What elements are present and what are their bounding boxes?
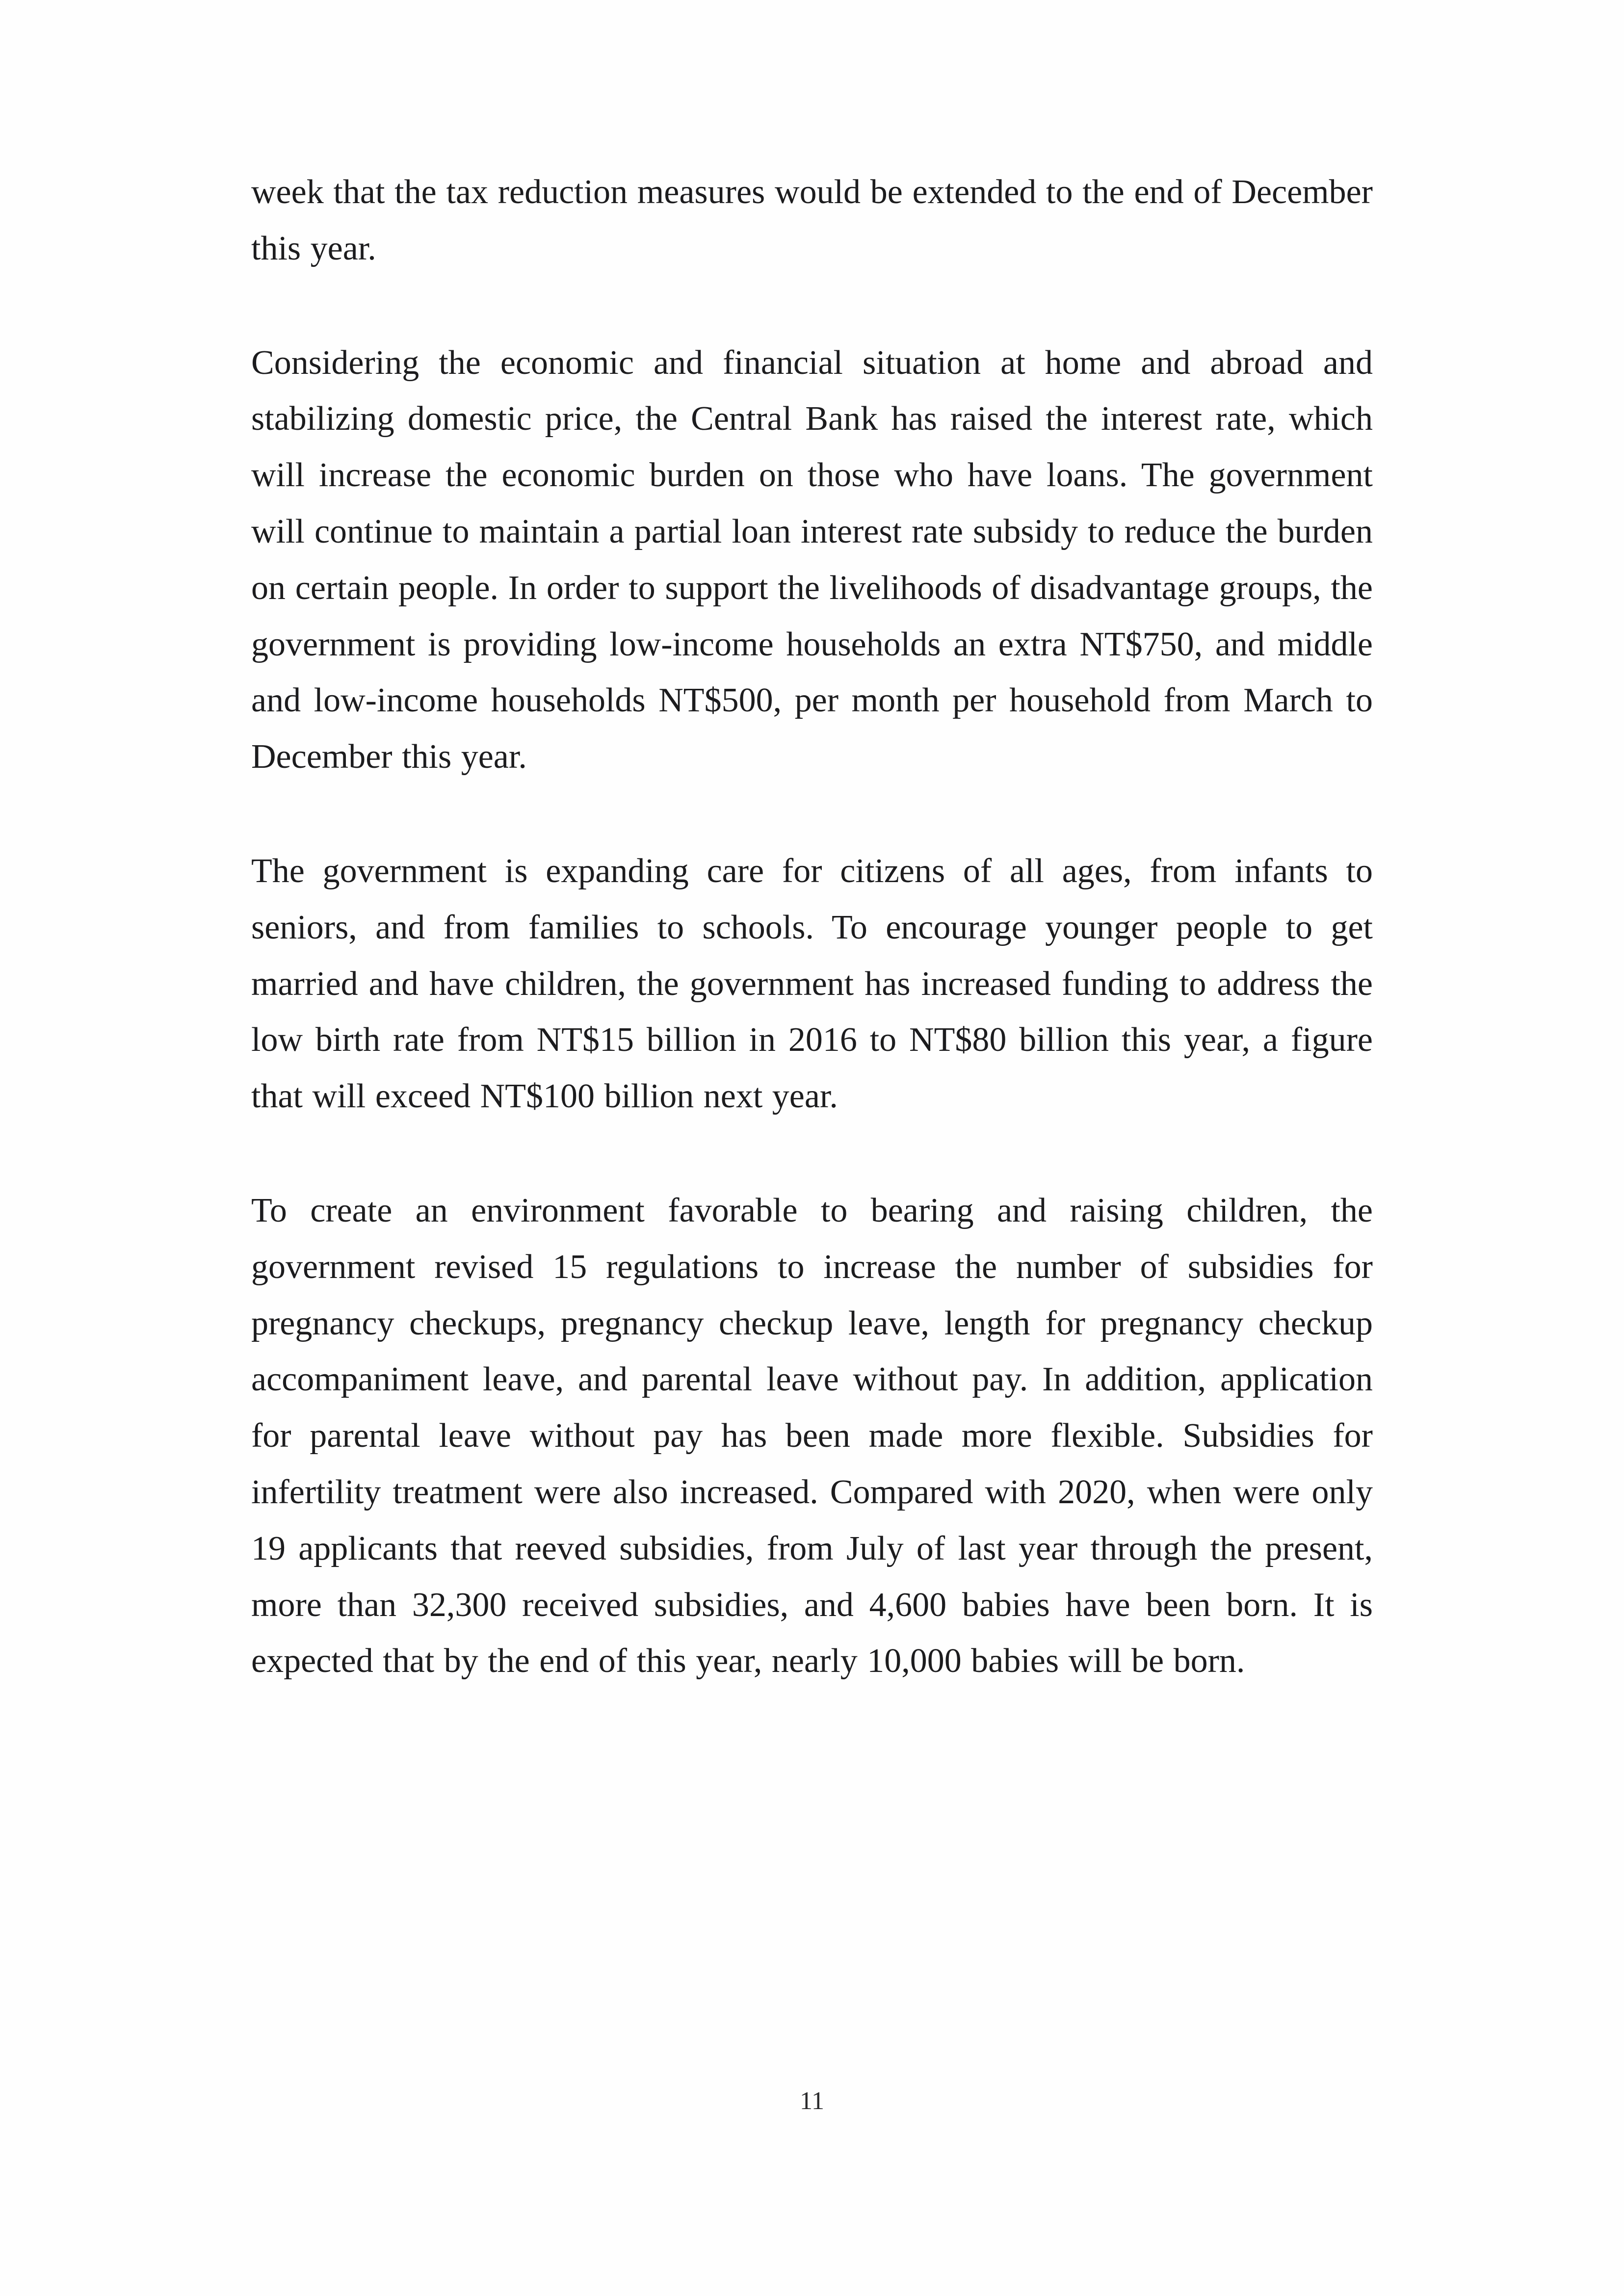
paragraph: Considering the economic and financial situation at home and abroad and stabilizing domestic price, the Central Bank has raised the interest rate, which will increase the economic burden on those who have loans. The government will continue to maintain a partial loan interest rate subsidy to reduce the burden on certain people. In order to support the livelihoods of disadvantage groups, the government is providing low-income households an extra NT$750, and middle and low-income households NT$500, per month per household from March to December this year.: [251, 343, 1373, 776]
page-number: 11: [799, 2087, 825, 2115]
document-body: [251, 164, 1373, 1690]
paragraph: The government is expanding care for citizens of all ages, from infants to seniors, and from families to schools. To encourage younger people to get married and have children, the government has increased funding to address the low birth rate from NT$15 billion in 2016 to NT$80 billion this year, a figure that will exceed NT$100 billion next year.: [251, 852, 1373, 1116]
paragraph: week that the tax reduction measures would be extended to the end of December this year.: [251, 173, 1373, 267]
paragraph: To create an environment favorable to bearing and raising children, the government revised 15 regulations to increase the number of subsidies for pregnancy checkups, pregnancy checkup leave, length for pregnancy checkup accompaniment leave, and parental leave without pay. In addition, application for parental leave without pay has been made more flexible. Subsidies for infertility treatment were also increased. Compared with 2020, when were only 19 applicants that reeved subsidies, from July of last year through the present, more than 32,300 received subsidies, and 4,600 babies have been born. It is expected that by the end of this year, nearly 10,000 babies will be born.: [251, 1191, 1373, 1680]
